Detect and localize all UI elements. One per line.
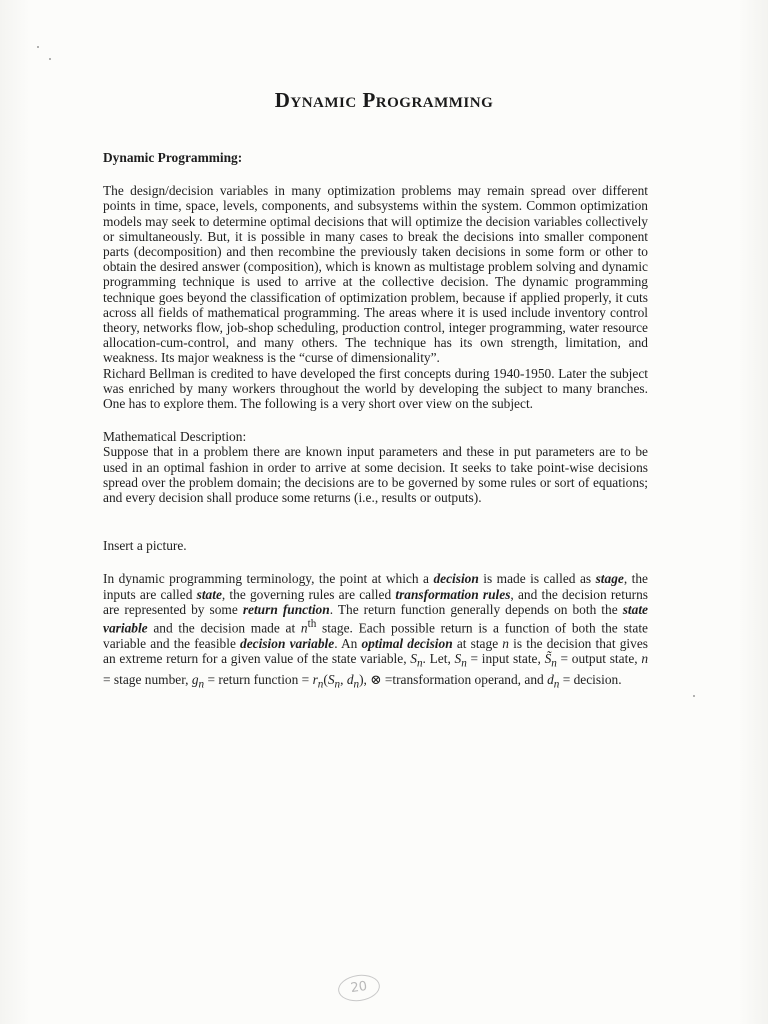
picture-placeholder: Insert a picture. xyxy=(103,538,187,554)
section-heading: Dynamic Programming: xyxy=(103,150,243,165)
document-body xyxy=(103,150,648,693)
intro-paragraph: The design/decision variables in many optimization problems may remain spread over different points in time, space, levels, components, and subsystems within the system. Common optimization models may seek to determine optimal decisions that will optimize the decision variables collectively or simultaneously. But, it is possible in many cases to break the decisions into smaller component parts (decomposition) and then recombine the previously taken decisions in some form or other to obtain the desired answer (composition), which is known as multistage problem solving and dynamic programming technique is used to arrive at the collective decision. The dynamic programming technique goes beyond the classification of optimization problem, because if applied properly, it cuts across all fields of mathematical programming. The areas where it is used include inventory control theory, networks flow, job-shop scheduling, production control, integer programming, water resource allocation-cum-control, and many others. The technique has its own strength, limitation, and weakness. Its major weakness is the “curse of dimensionality”. xyxy=(103,183,648,366)
scan-speck xyxy=(693,695,695,697)
terminology-paragraph: In dynamic programming terminology, the point at which a decision is made is called as stage, the inputs are called state, the governing rules are called transformation rules, and the decision returns are represented by some return function. The return function generally depends on both the state variable and the decision made at $n^{th}$ stage. Each possible return is a function of both the state variable and the feasible decision variable. An optimal decision at stage n is the decision that gives an extreme return for a given value of the state variable, $S_n$. Let, $S_n$ = input state, $S̃_n$ = output state, n = stage number, $g_n$ = return function = $r_n(S_n$, $d_n$), ⊗ =transformation operand, and $d_n$ = decision. xyxy=(103,571,649,691)
math-paragraph: Suppose that in a problem there are known input parameters and these in put parameters are to be used in an optimal fashion in order to arrive at some decision. It seeks to take point-wise decisions spread over the problem domain; the decisions are to be governed by some rules or sort of equations; and every decision shall produce some returns (i.e., results or outputs). xyxy=(103,444,648,506)
history-paragraph: Richard Bellman is credited to have developed the first concepts during 1940-1950. Later the subject was enriched by many workers throughout the world by developing the subject to many branches. One has to explore them. The following is a very short over view on the subject. xyxy=(103,365,648,412)
scan-speck xyxy=(37,46,39,48)
scan-speck xyxy=(49,58,51,60)
math-heading: Mathematical Description: xyxy=(103,429,247,445)
page-title: Dynamic Programming xyxy=(274,88,494,112)
page-number: 20 xyxy=(336,972,381,1004)
